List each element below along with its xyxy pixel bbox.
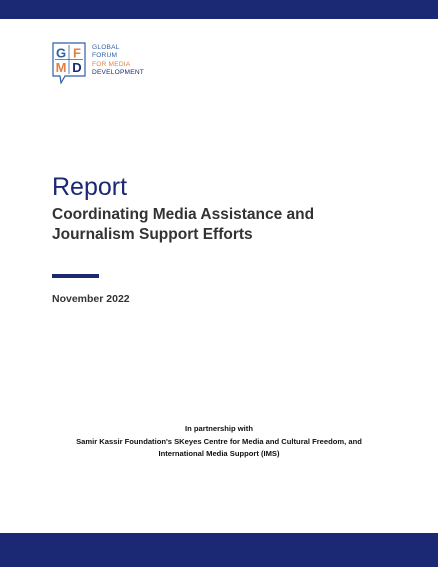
partnership-heading: In partnership with — [185, 424, 253, 433]
title-divider — [52, 274, 99, 278]
report-date: November 2022 — [52, 293, 130, 305]
logo-line-global: GLOBAL — [92, 44, 120, 51]
partnership-line-1: Samir Kassir Foundation's SKeyes Centre for Media and Cultural Freedom, and — [76, 436, 362, 446]
logo-letter-m: M — [55, 60, 67, 75]
logo-line-development: DEVELOPMENT — [92, 69, 145, 77]
bottom-banner — [0, 533, 438, 567]
logo-letter-f: F — [73, 45, 81, 61]
partnership-line-2: International Media Support (IMS) — [158, 449, 280, 458]
logo-letter-d: D — [72, 60, 82, 75]
report-subtitle: Coordinating Media Assistance and Journalism Support Efforts — [52, 206, 315, 243]
logo-wordmark — [92, 44, 144, 78]
report-title: Report — [52, 173, 128, 201]
partnership-block — [20, 423, 418, 461]
logo-letter-g: G — [55, 45, 67, 61]
gfmd-logo — [52, 42, 152, 84]
gfmd-logo-mark — [52, 42, 86, 84]
logo-line-for-media: FOR MEDIA — [92, 60, 131, 68]
logo-line-forum: FORUM — [92, 52, 118, 60]
top-banner — [0, 0, 438, 19]
